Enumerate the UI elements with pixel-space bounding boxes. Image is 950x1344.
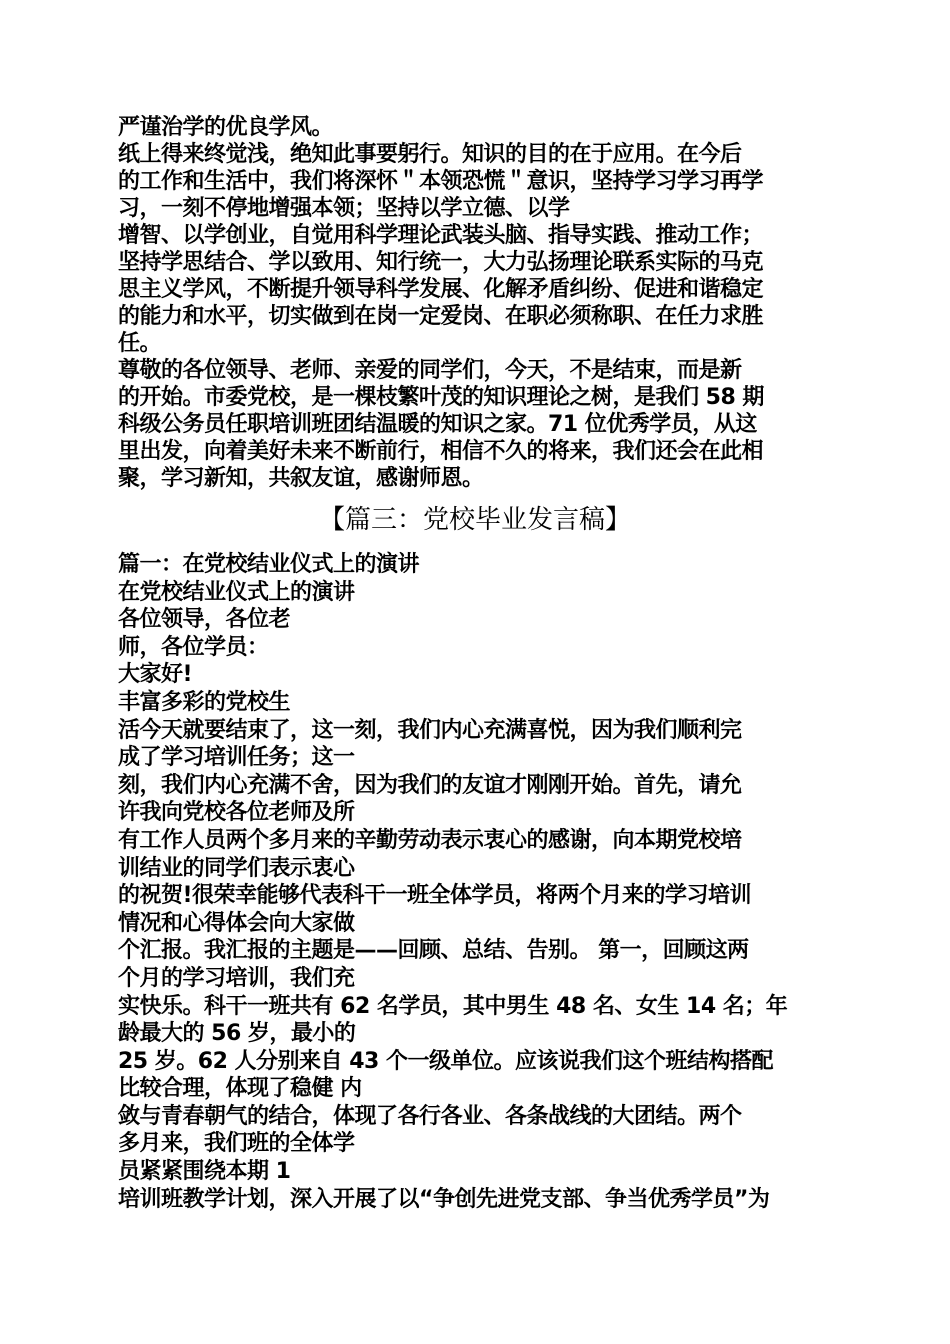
text-line: 龄最大的 56 岁，最小的 <box>118 1021 356 1047</box>
text-line: 比较合理，体现了稳健 内 <box>118 1076 362 1102</box>
text-line: 的工作和生活中，我们将深怀＂本领恐慌＂意识，坚持学习学习再学 <box>118 169 764 194</box>
text-line: 多月来，我们班的全体学 <box>118 1131 355 1157</box>
text-line: 实快乐。科干一班共有 62 名学员，其中男生 48 名、女生 14 名；年 <box>118 993 788 1019</box>
text-line: 敛与青春朝气的结合，体现了各行各业、各条战线的大团结。两个 <box>118 1103 742 1129</box>
text-line: 在党校结业仪式上的演讲 <box>118 579 355 605</box>
text-line: 大家好! <box>118 662 193 688</box>
section-title: 【篇三：党校毕业发言稿】 <box>318 505 631 535</box>
text-line: 习，一刻不停地增强本领；坚持以学立德、以学 <box>118 196 570 221</box>
text-line: 科级公务员任职培训班团结温暖的知识之家。71 位优秀学员，从这 <box>118 412 757 437</box>
text-line: 尊敬的各位领导、老师、亲爱的同学们，今天，不是结束，而是新 <box>118 358 742 383</box>
body-text-lower <box>118 551 838 1213</box>
text-line: 有工作人员两个多月来的辛勤劳动表示衷心的感谢，向本期党校培 <box>118 827 742 853</box>
text-line: 活今天就要结束了，这一刻，我们内心充满喜悦，因为我们顺利完 <box>118 717 742 743</box>
text-line: 刻，我们内心充满不舍，因为我们的友谊才刚刚开始。首先，请允 <box>118 772 742 798</box>
text-line: 各位领导，各位老 <box>118 607 291 633</box>
text-line: 任。 <box>118 331 162 356</box>
text-line: 员紧紧围绕本期 1 <box>118 1159 291 1185</box>
text-line: 培训班教学计划，深入开展了以“争创先进党支部、争当优秀学员”为 <box>118 1186 770 1212</box>
text-line: 成了学习培训任务；这一 <box>118 745 355 771</box>
text-line: 丰富多彩的党校生 <box>118 689 291 715</box>
body-text-upper <box>118 114 838 492</box>
text-line: 的开始。市委党校，是一棵枝繁叶茂的知识理论之树，是我们 58 期 <box>118 385 764 410</box>
text-line: 的祝贺!很荣幸能够代表科干一班全体学员，将两个月来的学习培训 <box>118 883 752 909</box>
text-line: 聚，学习新知，共叙友谊，感谢师恩。 <box>118 466 484 491</box>
text-line: 篇一：在党校结业仪式上的演讲 <box>118 552 420 577</box>
text-line: 师，各位学员： <box>118 634 269 660</box>
text-line: 增智、以学创业，自觉用科学理论武装头脑、指导实践、推动工作； <box>118 223 764 248</box>
text-line: 许我向党校各位老师及所 <box>118 800 355 826</box>
text-line: 里出发，向着美好未来不断前行，相信不久的将来，我们还会在此相 <box>118 439 764 464</box>
text-line: 思主义学风，不断提升领导科学发展、化解矛盾纠纷、促进和谐稳定 <box>118 277 764 302</box>
text-line: 情况和心得体会向大家做 <box>118 910 355 936</box>
text-line: 坚持学思结合、学以致用、知行统一，大力弘扬理论联系实际的马克 <box>118 250 764 275</box>
text-line: 严谨治学的优良学风。 <box>118 115 334 140</box>
text-line: 训结业的同学们表示衷心 <box>118 855 355 881</box>
text-line: 纸上得来终觉浅，绝知此事要躬行。知识的目的在于应用。在今后 <box>118 142 742 167</box>
text-line: 25 岁。62 人分别来自 43 个一级单位。应该说我们这个班结构搭配 <box>118 1048 773 1074</box>
text-line: 个汇报。我汇报的主题是——回顾、总结、告别。 第一，回顾这两 <box>118 938 749 964</box>
text-line: 的能力和水平，切实做到在岗一定爱岗、在职必须称职、在任力求胜 <box>118 304 764 329</box>
text-line: 个月的学习培训，我们充 <box>118 965 355 991</box>
